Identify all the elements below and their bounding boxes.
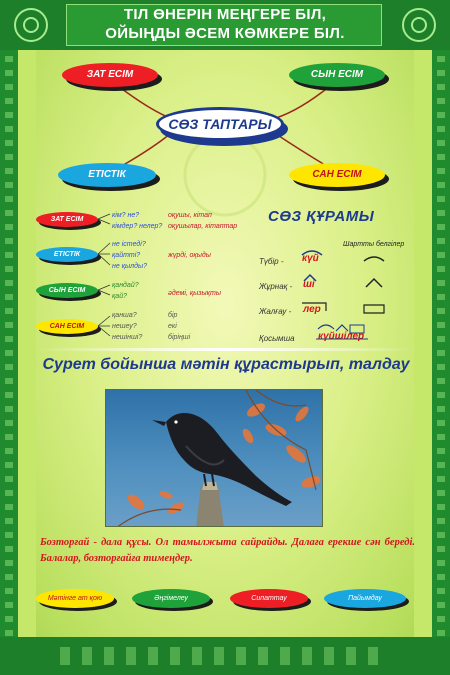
node-san-esim-label: САН ЕСІМ	[312, 169, 362, 180]
row-suffix-label: Жұрнақ -	[259, 282, 293, 291]
word-structure-title: СӨЗ ҚҰРАМЫ	[268, 208, 375, 225]
q-etis-label	[36, 247, 98, 262]
button-title-text[interactable]: Мәтінге ат қою	[36, 589, 114, 608]
q-san-a2: екі	[168, 323, 177, 330]
node-soz-taptary	[156, 107, 284, 141]
footer-bar	[0, 637, 450, 675]
q-etis-q2: қайтті?	[112, 252, 141, 259]
q-etis-label-text: ЕТІСТІК	[53, 251, 81, 258]
bird-paragraph: Бозторғай - дала құсы. Ол тамылжыта сайрайды. Далаға ерекше сән береді. Балалар, бозторғайға тимеңдер.	[40, 537, 415, 564]
node-zat-esim	[62, 63, 158, 87]
q-zat-q2: кімдер? нелер?	[112, 223, 163, 230]
button-reason[interactable]: Пайымдау	[324, 589, 406, 608]
node-soz-taptary-label: СӨЗ ТАПТАРЫ	[168, 116, 272, 132]
q-san-a1: бір	[168, 312, 178, 319]
node-etistik	[58, 163, 156, 187]
node-syn-esim	[289, 63, 385, 87]
button-retell[interactable]: Әңгімелеу	[132, 589, 210, 608]
q-san-q1: қанша?	[112, 312, 137, 319]
row-ending-label: Жалғау -	[259, 307, 292, 316]
row-root-example: күй	[302, 253, 319, 264]
row-suffix-example: ші	[303, 279, 315, 290]
node-zat-esim-label: ЗАТ ЕСІМ	[86, 69, 134, 80]
node-san-esim	[289, 163, 385, 187]
q-zat-label	[36, 212, 98, 227]
q-zat-q1: кім? не?	[112, 212, 140, 219]
q-zat-a1: оқушы, кітап	[168, 212, 212, 219]
header-line-2: ОЙЫҢДЫ ӘСЕМ КӨМКЕРЕ БІЛ.	[105, 25, 345, 42]
q-syn-label	[36, 283, 98, 298]
button-describe[interactable]: Сипаттау	[230, 589, 308, 608]
q-etis-q1: не істеді?	[112, 241, 146, 248]
q-san-label	[36, 319, 98, 334]
bird-illustration	[106, 390, 323, 527]
symbols-header: Шартты белгілер	[343, 241, 405, 248]
q-syn-label-text: СЫН ЕСІМ	[48, 287, 86, 294]
q-zat-a2: оқушылар, кітаптар	[168, 223, 238, 230]
row-ending-example: лер	[303, 304, 321, 315]
row-root-label: Түбір -	[259, 257, 284, 266]
q-etis-q3: не қылды?	[112, 263, 148, 270]
row-affix-label: Қосымша	[259, 334, 295, 343]
q-san-label-text: САН ЕСІМ	[49, 323, 85, 330]
bird-photo	[105, 389, 323, 527]
q-zat-label-text: ЗАТ ЕСІМ	[50, 216, 84, 223]
section-divider	[36, 348, 416, 351]
morpheme-symbols	[290, 245, 400, 345]
node-syn-esim-label: СЫН ЕСІМ	[310, 69, 364, 80]
row-affix-example: күйшілер	[318, 331, 365, 342]
node-etistik-label: ЕТІСТІК	[88, 169, 126, 180]
q-syn-q2: қай?	[112, 293, 127, 300]
q-san-q3: нешінші?	[112, 334, 143, 341]
q-syn-q1: қандай?	[112, 282, 139, 289]
section-title: Сурет бойынша мәтін құрастырып, талдау	[42, 356, 410, 373]
q-san-q2: нешеу?	[112, 323, 137, 330]
q-syn-a1: әдемі, қызықты	[168, 290, 221, 297]
q-san-a3: біріңші	[168, 334, 191, 341]
q-etis-a1: жүрді, оқыды	[168, 252, 211, 259]
header-line-1: ТІЛ ӨНЕРІН МЕҢГЕРЕ БІЛ,	[123, 6, 327, 23]
